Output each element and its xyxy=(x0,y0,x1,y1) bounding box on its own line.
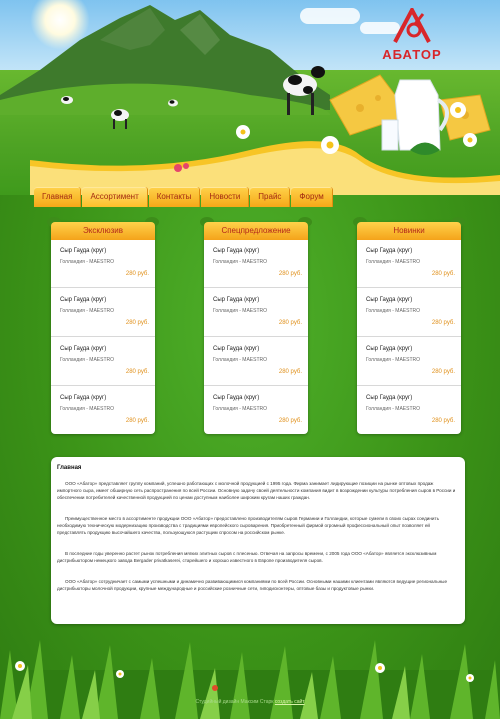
content-paragraph: ООО «Абатор» представляет группу компаний, успешно работающих с молочной продукцией с 1995 года. Фирма занимает лидирующие позиции на рынке оптовых продаж импортного сыра, имеет обширную сеть распространения по всей России. Основную задачу своей деятельности компания видит в возрождении культуры потребления сыров в России и обеспечении потребителей качественной продукцией по ценам доступным наиболее широким кругам наших граждан. xyxy=(57,481,456,500)
product-origin: Голландия - MAESTRO xyxy=(60,357,115,363)
product-price: 280 руб. xyxy=(431,369,455,375)
product-name[interactable]: Сыр Гауда (круг) xyxy=(213,297,260,303)
product-name[interactable]: Сыр Гауда (круг) xyxy=(366,395,413,401)
product-price: 280 руб. xyxy=(278,271,302,277)
nav-item-news[interactable]: Новости xyxy=(201,187,249,207)
logo-text: АБАТОР xyxy=(382,47,442,62)
product-price: 280 руб. xyxy=(431,418,455,424)
logo[interactable] xyxy=(372,8,452,62)
content-paragraph: Преимущественное место в ассортименте продукции ООО «Абатор» предоставлено производителям сыров Германии и Голландии, которые сумели в своих сырах соединить необходимую техническую модернизацию производства с традициями европейского сыроварения. Приобретенный фирмой огромный профессиональный опыт позволяет ей представлять продукцию высочайшего качества, пользующуюся растущим спросом на российском рынке. xyxy=(57,516,439,535)
header-banner xyxy=(0,0,500,195)
product-name[interactable]: Сыр Гауда (круг) xyxy=(60,395,107,401)
product-card[interactable] xyxy=(357,240,461,288)
column-title: Эксклюзив xyxy=(51,222,155,240)
product-card[interactable] xyxy=(357,338,461,386)
column-new-arrivals xyxy=(357,222,461,434)
product-origin: Голландия - MAESTRO xyxy=(366,259,421,265)
product-origin: Голландия - MAESTRO xyxy=(366,357,421,363)
product-name[interactable]: Сыр Гауда (круг) xyxy=(60,248,107,254)
product-card[interactable] xyxy=(204,387,308,435)
product-card[interactable] xyxy=(51,387,155,435)
product-origin: Голландия - MAESTRO xyxy=(60,259,115,265)
product-card[interactable] xyxy=(204,240,308,288)
product-name[interactable]: Сыр Гауда (круг) xyxy=(366,248,413,254)
product-origin: Голландия - MAESTRO xyxy=(60,406,115,412)
content-paragraph: ООО «Абатор» сотрудничает с самыми успешными и динамично развивающимися компаниями по всей России. Основными нашими клиентами являются ведущие региональные дистрибьюторы молочной продукции, крупные международные и российские розничные сети, гиподисконтеры, оптовые базы и продуктовые рынки. xyxy=(57,579,448,591)
grass-illustration xyxy=(0,630,500,719)
logo-icon xyxy=(391,8,433,44)
product-price: 280 руб. xyxy=(125,369,149,375)
footer-credit: Студийный дизайн Максим Старк xyxy=(195,699,274,705)
footer-link[interactable]: создать сайт xyxy=(274,699,305,705)
cow-illustration xyxy=(283,66,325,115)
product-origin: Голландия - MAESTRO xyxy=(213,406,268,412)
main-nav xyxy=(34,187,334,207)
content-paragraph: В последние годы уверенно растет рынок потребления мягких элитных сыров с плесенью. Отвечая на запросы времени, с 2005 года ООО «Абатор» является эксклюзивным дистрибьютором немецкого завода Bergader privatkaserei, старейшего и хорошо известного в Европе производителя сыров. xyxy=(57,551,437,563)
product-name[interactable]: Сыр Гауда (круг) xyxy=(366,346,413,352)
product-card[interactable] xyxy=(357,289,461,337)
product-origin: Голландия - MAESTRO xyxy=(366,406,421,412)
column-exclusive xyxy=(51,222,155,434)
nav-item-price[interactable]: Прайс xyxy=(250,187,290,207)
product-price: 280 руб. xyxy=(278,320,302,326)
product-card[interactable] xyxy=(204,338,308,386)
product-price: 280 руб. xyxy=(125,320,149,326)
nav-item-home[interactable]: Главная xyxy=(34,187,81,207)
product-price: 280 руб. xyxy=(431,320,455,326)
product-name[interactable]: Сыр Гауда (круг) xyxy=(366,297,413,303)
product-origin: Голландия - MAESTRO xyxy=(213,357,268,363)
product-origin: Голландия - MAESTRO xyxy=(60,308,115,314)
product-price: 280 руб. xyxy=(125,271,149,277)
product-name[interactable]: Сыр Гауда (круг) xyxy=(60,346,107,352)
product-card[interactable] xyxy=(51,240,155,288)
product-origin: Голландия - MAESTRO xyxy=(213,308,268,314)
product-origin: Голландия - MAESTRO xyxy=(366,308,421,314)
product-card[interactable] xyxy=(357,387,461,435)
product-price: 280 руб. xyxy=(125,418,149,424)
product-card[interactable] xyxy=(51,338,155,386)
product-card[interactable] xyxy=(204,289,308,337)
column-special-offer xyxy=(204,222,308,434)
main-content xyxy=(51,457,465,624)
footer xyxy=(0,699,500,705)
content-heading: Главная xyxy=(57,465,82,471)
product-name[interactable]: Сыр Гауда (круг) xyxy=(60,297,107,303)
product-price: 280 руб. xyxy=(431,271,455,277)
nav-item-contacts[interactable]: Контакты xyxy=(149,187,201,207)
nav-item-catalog[interactable]: Ассортимент xyxy=(82,187,147,207)
product-name[interactable]: Сыр Гауда (круг) xyxy=(213,346,260,352)
product-origin: Голландия - MAESTRO xyxy=(213,259,268,265)
product-name[interactable]: Сыр Гауда (круг) xyxy=(213,248,260,254)
product-price: 280 руб. xyxy=(278,418,302,424)
nav-item-forum[interactable]: Форум xyxy=(291,187,332,207)
product-price: 280 руб. xyxy=(278,369,302,375)
product-name[interactable]: Сыр Гауда (круг) xyxy=(213,395,260,401)
product-card[interactable] xyxy=(51,289,155,337)
column-title: Спецпредложение xyxy=(204,222,308,240)
column-title: Новинки xyxy=(357,222,461,240)
